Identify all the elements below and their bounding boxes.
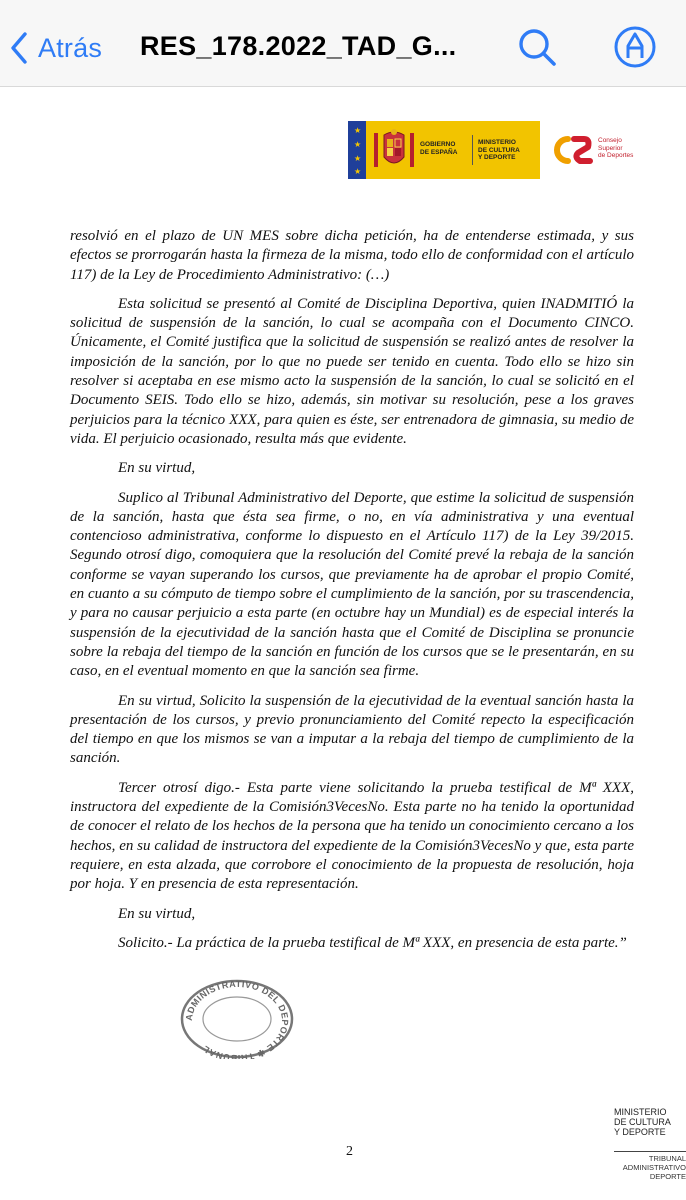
back-label: Atrás (38, 32, 103, 63)
document-page[interactable] (0, 87, 686, 1200)
page-number: 2 (346, 1144, 353, 1159)
paragraph: En su virtud, (118, 460, 196, 477)
chevron-left-icon (10, 32, 28, 64)
official-stamp-icon (178, 975, 296, 1059)
coat-of-arms-icon (372, 127, 416, 178)
navigation-bar (0, 0, 686, 87)
gobierno-logo (366, 121, 540, 179)
paragraph: Solicito.- La práctica de la prueba testifical de Mª XXX, en presencia de esta parte.” (118, 934, 627, 951)
footer-tribunal: TRIBUNAL ADMINISTRATIVO DEPORTE (622, 1154, 686, 1181)
markup-pen-icon (612, 57, 658, 74)
gobierno-text: GOBIERNO DE ESPAÑA (420, 141, 458, 156)
eu-flag-strip: ★ ★ ★ ★ (348, 121, 366, 179)
paragraph: Tercer otrosí digo.- Esta parte viene solicitando la prueba testifical de Mª XXX, instructora del expediente de la Comisión3VecesNo. Esta parte no ha tenido la oportunidad de conocer el relato de los hechos de la persona que ha tenido un conocimiento cercano a los hechos, en su calidad de instructora del expediente de la Comisión3VecesNo y que, esta parte requiere, en esta alzada, que corrobore el conocimiento de la propuesta de resolución, hoja por hoja. Y en presencia de esta representación. (70, 779, 634, 893)
csd-text: Consejo Superior de Deportes (598, 137, 634, 159)
paragraph: Esta solicitud se presentó al Comité de Disciplina Deportiva, quien INADMITIÓ la solicitud de suspensión de la sanción, lo cual se acompaña con el Documento CINCO. Únicamente, el Comité justifica que la solicitud de suspensión se realizó antes de resolver la imposición de la sanción, por lo que no puede ser tenido en cuenta. Todo ello se hizo sin resolver si aceptaba en ese mismo acto la suspensión de la sanción, lo cual se solicitó en el Documento SEIS. Todo ello se hizo, además, sin motivar su resolución, pese a los graves perjuicios para la técnico XXX, para quien es éste, ser entrenadora de gimnasia, su medio de vida. El perjuicio ocasionado, resulta más que evidente. (70, 295, 634, 447)
document-title: RES_178.2022_TAD_G... (140, 31, 457, 61)
markup-button[interactable] (612, 24, 658, 70)
paragraph: Suplico al Tribunal Administrativo del Deporte, que estime la solicitud de suspensión de la sanción, hasta que ésta sea firme, o no, en vía administrativa y una eventual contencioso administrativa, conforme lo dispuesto en el Artículo 117) de la Ley 39/2015. Segundo otrosí digo, comoquiera que la resolución del Comité prevé la rebaja de la sanción conforme se vayan superando los cursos, que previamente ha de aprobar el propio Comité, en cuanto a su cómputo de tiempo sobre el cumplimiento de la sanción, por su trascendencia, y para no causar perjuicio a esta parte (en octubre hay un Mundial) es de especial interés la suspensión de la ejecutividad de la sanción hasta que el Comité de Disciplina se pronuncie sobre la rebaja del tiempo de la sanción en función de los cursos que se le presentarán, en su caso, en el eventual momento en que la sanción sea firme. (70, 489, 634, 680)
csd-logo-icon (546, 127, 596, 173)
paragraph: En su virtud, Solicito la suspensión de la ejecutividad de la eventual sanción hasta la presentación de los cursos, y previo pronunciamiento del Comité repecto la especificación del tiempo en que los mismos se van a imputar a la rebaja del tiempo de cumplimiento de la sanción. (70, 692, 634, 767)
search-button[interactable] (516, 26, 560, 70)
stamp-text: ADMINISTRATIVO DEL DEPORTE ✱ TRIBUNAL (183, 978, 291, 1059)
footer-divider (614, 1151, 686, 1152)
document-body (70, 227, 634, 963)
back-button[interactable] (10, 26, 102, 70)
paragraph: En su virtud, (118, 905, 196, 922)
logo-divider (472, 135, 473, 165)
search-icon (516, 57, 560, 74)
paragraph: resolvió en el plazo de UN MES sobre dicha petición, ha de entenderse estimada, y sus efectos se prorrogarán hasta la firmeza de la misma, todo ello de conformidad con el artículo 117) de la Ley de Procedimiento Administrativo: (…) (70, 228, 634, 283)
header-logos (348, 121, 640, 179)
ministry-text: MINISTERIO DE CULTURA Y DEPORTE (478, 139, 520, 161)
footer-ministry: MINISTERIO DE CULTURA Y DEPORTE (614, 1107, 671, 1137)
